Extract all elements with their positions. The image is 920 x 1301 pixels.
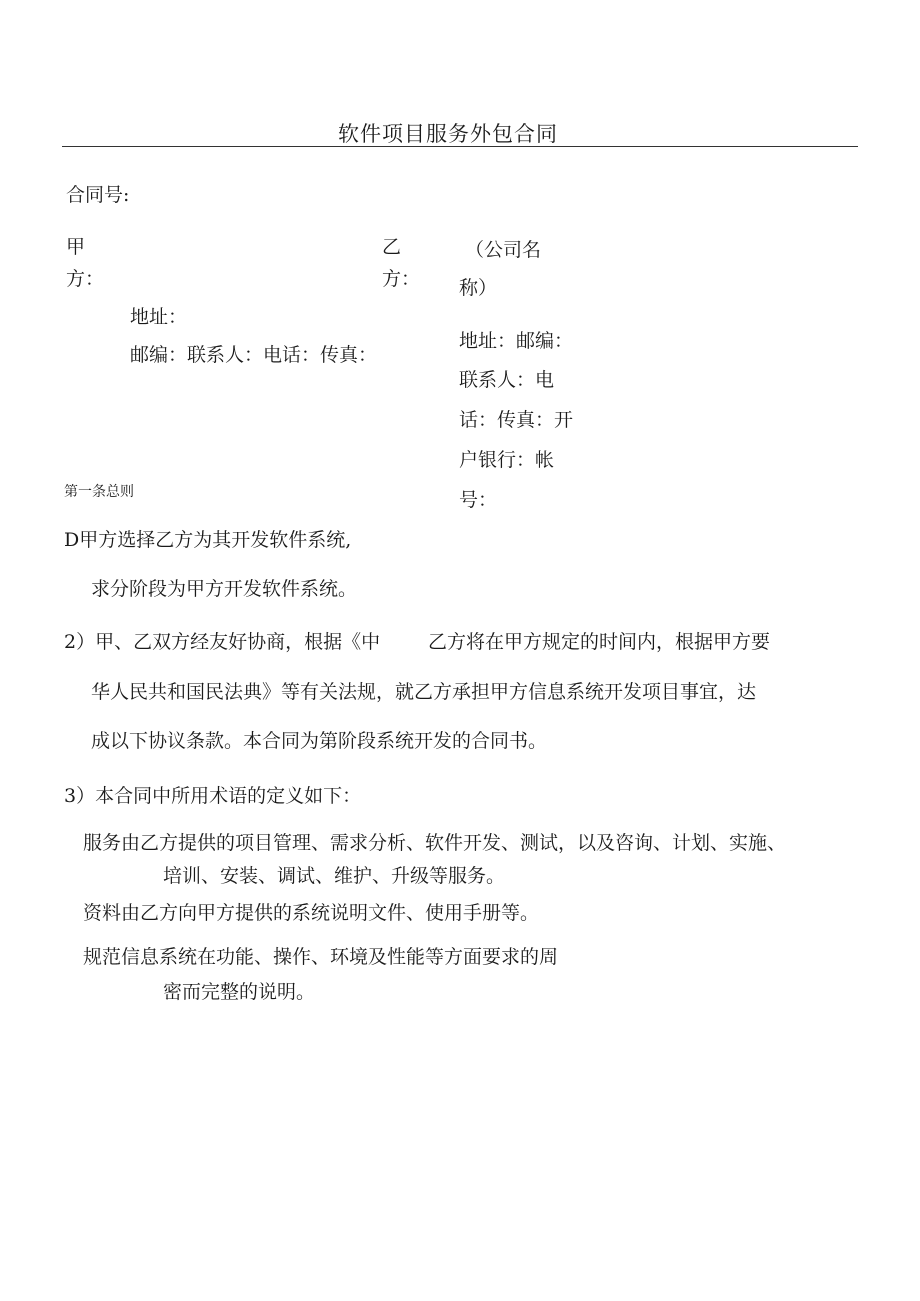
body-line: 资料由乙方向甲方提供的系统说明文件、使用手册等。	[83, 902, 540, 924]
body-line: 成以下协议条款。本合同为第阶段系统开发的合同书。	[91, 730, 548, 752]
document-title: 软件项目服务外包合同	[338, 122, 558, 146]
party-a-label-line2: 方：	[66, 268, 105, 290]
party-a-label-line1: 甲	[66, 236, 86, 258]
body-line: 培训、安装、调试、维护、升级等服务。	[163, 865, 506, 887]
body-line: 规范信息系统在功能、操作、环境及性能等方面要求的周	[83, 946, 559, 968]
contract-number-label: 合同号:	[66, 184, 130, 206]
party-b-detail-line: 地址：邮编：	[459, 330, 574, 352]
party-b-label-line2: 方：	[382, 268, 421, 290]
body-line: 3）本合同中所用术语的定义如下：	[64, 785, 362, 807]
party-a-address-label: 地址：	[130, 306, 188, 328]
body-line: 密而完整的说明。	[163, 981, 316, 1003]
party-b-detail-line: 户银行：帐	[459, 449, 555, 471]
party-b-company-line1: （公司名	[465, 239, 542, 261]
title-divider	[62, 146, 858, 147]
party-a-contact-line: 邮编：联系人：电话：传真：	[130, 344, 378, 366]
body-line: 2）甲、乙双方经友好协商，根据《中	[64, 631, 381, 653]
party-b-detail-line: 联系人：电	[459, 369, 555, 391]
section-heading: 第一条总则	[64, 484, 134, 500]
party-b-company-line2: 称）	[459, 277, 498, 299]
body-line: 服务由乙方提供的项目管理、需求分析、软件开发、测试，以及咨询、计划、实施、	[83, 832, 787, 854]
body-line: D甲方选择乙方为其开发软件系统,	[64, 529, 352, 551]
body-line: 求分阶段为甲方开发软件系统。	[91, 578, 358, 600]
body-line: 乙方将在甲方规定的时间内，根据甲方要	[428, 631, 771, 653]
party-b-label-line1: 乙	[382, 236, 402, 258]
party-b-detail-line: 号：	[459, 489, 498, 511]
party-b-detail-line: 话：传真：开	[459, 409, 574, 431]
body-line: 华人民共和国民法典》等有关法规，就乙方承担甲方信息系统开发项目事宜，达	[91, 681, 757, 703]
